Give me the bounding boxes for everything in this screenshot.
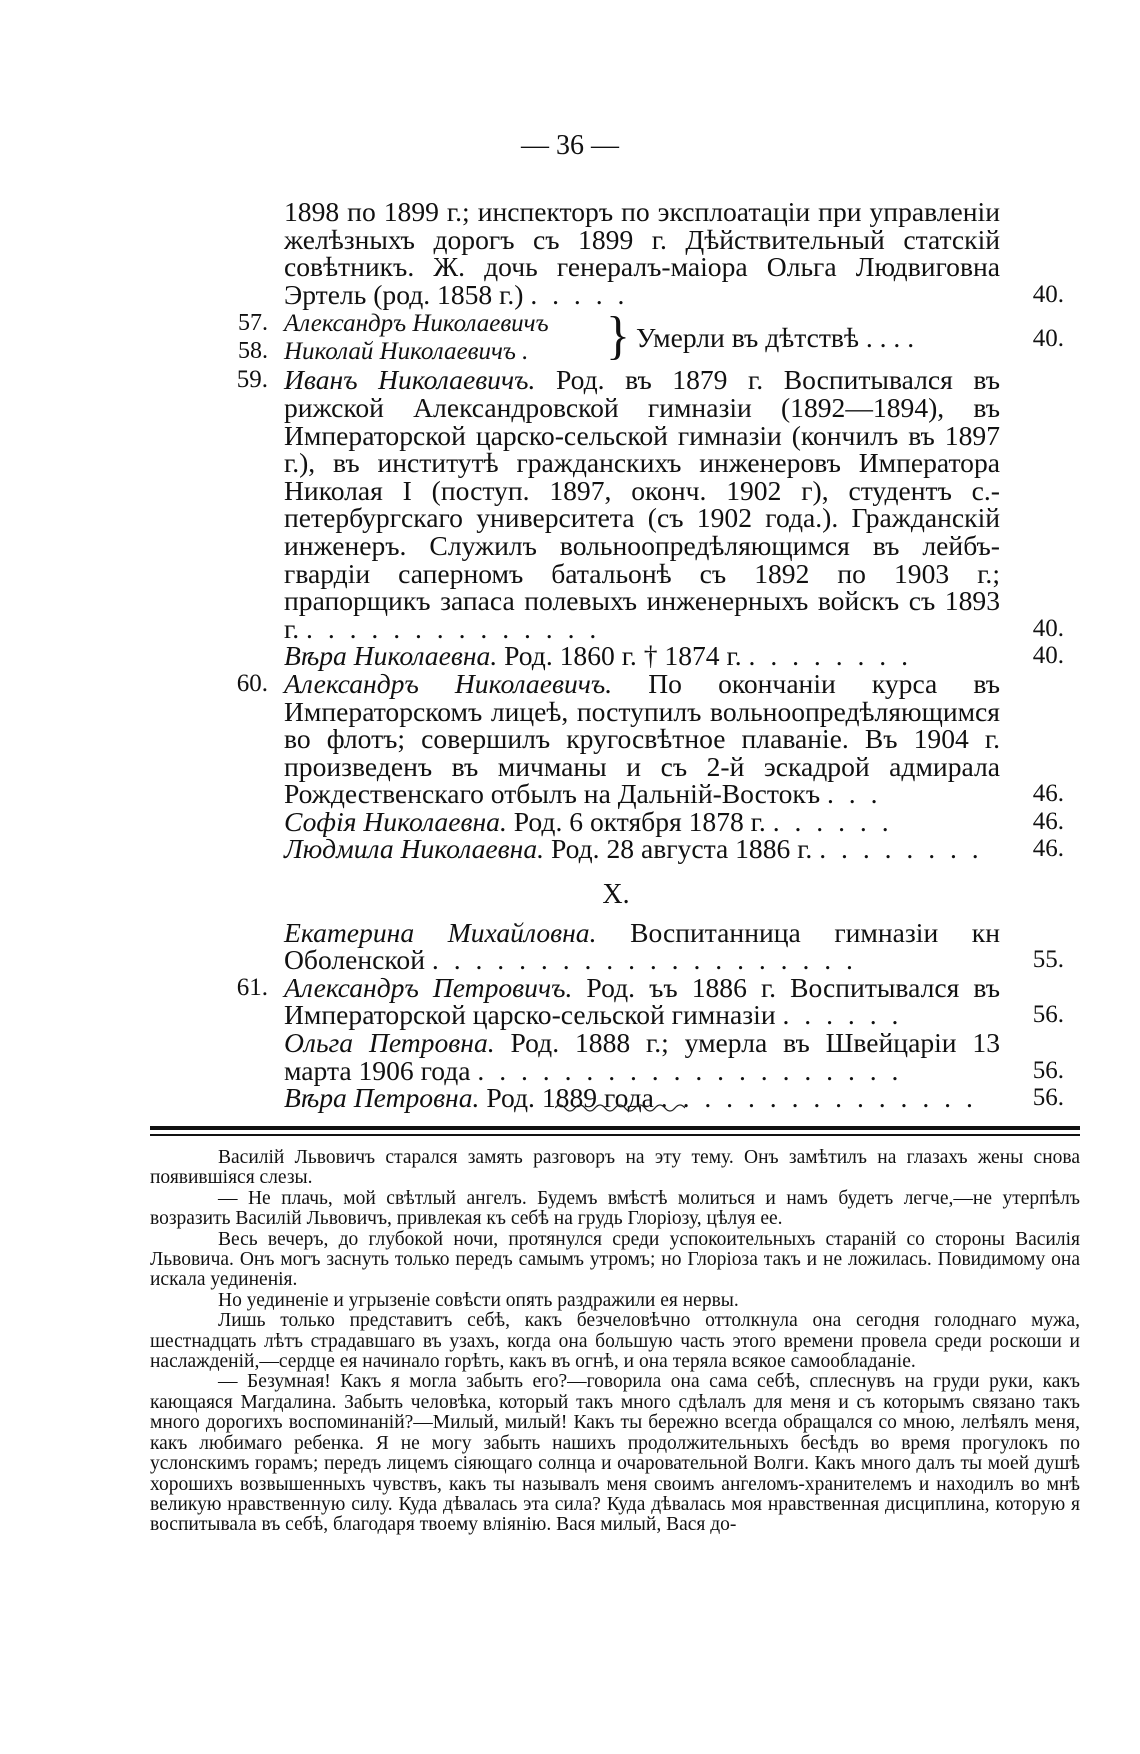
- entry-text: Род. ъъ 1886 г. Воспитывался въ Императорской царско-сельской гимназіи: [284, 971, 1000, 1031]
- entry-number: 60.: [236, 669, 268, 697]
- entry-dots: . . . . . . . .: [748, 640, 912, 672]
- genealogy-entry: [208, 835, 1064, 863]
- entry-page-ref: 40.: [1032, 280, 1064, 308]
- entry-dots: . . . . . . . . . . . . . . . . . . . .: [477, 1054, 903, 1086]
- divider-thick: [150, 1126, 1080, 1130]
- entry-page-ref: 56.: [1032, 1084, 1064, 1112]
- entry-text: Род. 6 октября 1878 г.: [513, 805, 766, 837]
- section-heading: X.: [602, 879, 630, 911]
- novel-paragraph: — Не плачь, мой свѣтлый ангелъ. Будемъ вмѣстѣ молиться и намъ будетъ легче,—не утерпѣлъ возразить Василій Львовичъ, привлекая къ себѣ на грудь Глоріозу, цѣлуя ее.: [150, 1187, 1080, 1230]
- entry-name: Александръ Николаевичъ: [284, 310, 549, 338]
- entry-text: Умерли въ дѣтствѣ . . . .: [636, 322, 915, 354]
- genealogy-entry: [208, 971, 1064, 1031]
- entry-page-ref: 56.: [1032, 1001, 1064, 1029]
- novel-text: [150, 1148, 1080, 1536]
- brace-glyph: }: [606, 305, 630, 365]
- entry-text: Род. въ 1879 г. Воспитывался въ рижской Александровской гимназіи (1892—1894), въ Императорской царско-сельской гимназіи (кончилъ въ 1897 г.), въ институтѣ гражданскихъ инженеровъ Императора Николая I (поступ. 1897, оконч. 1902 г), студентъ с.-петербургскаго университета (съ 1902 года.). Гражданскій инженеръ. Служилъ вольноопредѣляющимся въ лейбъ-гвардіи саперномъ батальонѣ съ 1892 по 1903 г.; прапорщикъ запаса полевыхъ инженерныхъ войскъ съ 1893 г.: [284, 364, 1000, 644]
- genealogy-entry: [208, 916, 1064, 976]
- entry-text: По окончаніи курса въ Императорскомъ лицеѣ, поступилъ вольноопредѣляющимся во флотъ; совершилъ кругосвѣтное плаваніе. Въ 1904 г. произведенъ въ мичманы и съ 2-й эскадрой адмирала Рождественскаго отбылъ на Дальній-Востокъ: [284, 667, 1001, 810]
- novel-paragraph: Но уединеніе и угрызеніе совѣсти опять раздражили ея нервы.: [218, 1289, 739, 1311]
- entry-name: Александръ Николаевичъ.: [284, 667, 613, 699]
- divider-thin: [150, 1134, 1080, 1136]
- entry-dots: . . . . . . . .: [819, 833, 983, 865]
- entry-page-ref: 46.: [1032, 835, 1064, 863]
- entry-page-ref: 55.: [1032, 946, 1064, 974]
- genealogy-entry: [208, 667, 1064, 810]
- entry-dots: . . . . . . . . . . . . . . . . . . . .: [431, 944, 857, 976]
- genealogy-entry: [208, 1029, 1064, 1084]
- entry-number: 61.: [236, 973, 268, 1001]
- entry-text: Воспитанница гимназіи кн Оболенской: [284, 916, 1000, 976]
- entry-dots: . . . . .: [530, 278, 629, 310]
- entry-name: Людмила Николаевна.: [284, 833, 545, 865]
- entry-name: Вѣра Николаевна.: [284, 640, 498, 672]
- entry-page-ref: 40.: [1032, 642, 1064, 670]
- entry-text: 1898 по 1899 г.; инспекторъ по эксплоатаціи при управленіи желѣзныхъ дорогъ съ 1899 г. Дѣйствительный статскій совѣтникъ. Ж. дочь генералъ-маіора Ольга Людвиговна Эртель (род. 1858 г.): [284, 196, 1000, 310]
- entry-name: Ольга Петровна.: [284, 1027, 495, 1059]
- novel-paragraph: Василій Львовичъ старался замять разговоръ на эту тему. Онъ замѣтилъ на глазахъ жены снова появившіяся слезы.: [150, 1147, 1080, 1189]
- entry-dots: . . . . . . . . . . . . . .: [306, 612, 601, 644]
- entry-page-ref: 40.: [1032, 324, 1064, 352]
- genealogy-entry: [208, 366, 1064, 642]
- entry-number: 58.: [238, 338, 268, 365]
- entry-text: Род. 1888 г.; умерла въ Швейцаріи 13 марта 1906 года: [284, 1027, 1000, 1086]
- entry-name: Екатерина Михайловна.: [284, 916, 597, 948]
- entry-number: 59.: [236, 366, 268, 394]
- genealogy-entry-pair: [208, 305, 1064, 366]
- entry-dots: . . . . . .: [782, 999, 903, 1031]
- entry-dots: . . .: [827, 778, 882, 810]
- entry-page-ref: 56.: [1032, 1056, 1064, 1084]
- page-number: — 36 —: [521, 130, 619, 161]
- entry-dots: . . . . . . . . . . . . . . .: [660, 1082, 977, 1114]
- novel-paragraph: — Безумная! Какъ я могла забыть его?—говорила она сама себѣ, сплеснувъ на груди руки, какъ кающаяся Магдалина. Забыть человѣка, который такъ много сдѣлалъ для меня и съ которымъ связано такъ много дорогихъ воспоминаній?—Милый, милый! Какъ ты бережно всегда обращался со мною, лелѣялъ меня, какъ любимаго ребенка. Я не могу забыть нашихъ продолжительныхъ бесѣдъ во время прогулокъ по услонскимъ горамъ; передъ лицемъ сіяющаго солнца и очаровательной Волги. Какъ много далъ ты моей душѣ хорошихъ возвышенныхъ чувствъ, какъ ты называлъ меня своимъ ангеломъ-хранителемъ и находилъ во мнѣ великую нравственную силу. Куда дѣвалась эта сила? Куда дѣвалась моя нравственная дисциплина, которую я воспитывала въ себѣ, благодаря твоему вліянію. Вася милый, Вася до-: [150, 1371, 1080, 1536]
- genealogy-entry: [208, 642, 1064, 670]
- entry-page-ref: 46.: [1032, 780, 1064, 808]
- entry-page-ref: 40.: [1032, 614, 1064, 642]
- genealogy-list: [208, 198, 1064, 1112]
- entry-text: Род. 1889 года: [486, 1082, 654, 1114]
- entry-text: Род. 28 августа 1886 г.: [550, 833, 813, 865]
- entry-name: Вѣра Петровна.: [284, 1082, 480, 1114]
- genealogy-entry-continued: [208, 198, 1064, 308]
- entry-name: Николай Николаевичъ .: [284, 338, 529, 366]
- entry-text: Род. 1860 г. † 1874 г.: [504, 640, 742, 672]
- genealogy-entry: [208, 805, 1064, 837]
- entry-name: Иванъ Николаевичъ.: [284, 364, 536, 396]
- novel-paragraph: Весь вечеръ, до глубокой ночи, протянулся среди успокоительныхъ стараній со стороны Василія Львовича. Онъ могъ заснуть только передъ самымъ утромъ; но Глоріоза такъ и не ложилась. Повидимому она искала уединенія.: [150, 1228, 1080, 1291]
- entry-name: Александръ Петровичъ.: [284, 971, 573, 1003]
- entry-number: 57.: [238, 310, 268, 337]
- entry-dots: . . . . . .: [772, 805, 893, 837]
- novel-paragraph: Лишь только представитъ себѣ, какъ безчеловѣчно оттолкнула она сегодня голоднаго мужа, шестнадцать лѣтъ страдавшаго въ узахъ, когда она большую часть этого времени провела среди роскоши и наслажденій,—сердце ея начинало горѣть, какъ въ огнѣ, и она теряла всякое самообладаніе.: [150, 1310, 1080, 1373]
- entry-page-ref: 46.: [1032, 807, 1064, 835]
- wavy-ornament: [555, 1102, 685, 1114]
- entry-name: Софія Николаевна.: [284, 805, 507, 837]
